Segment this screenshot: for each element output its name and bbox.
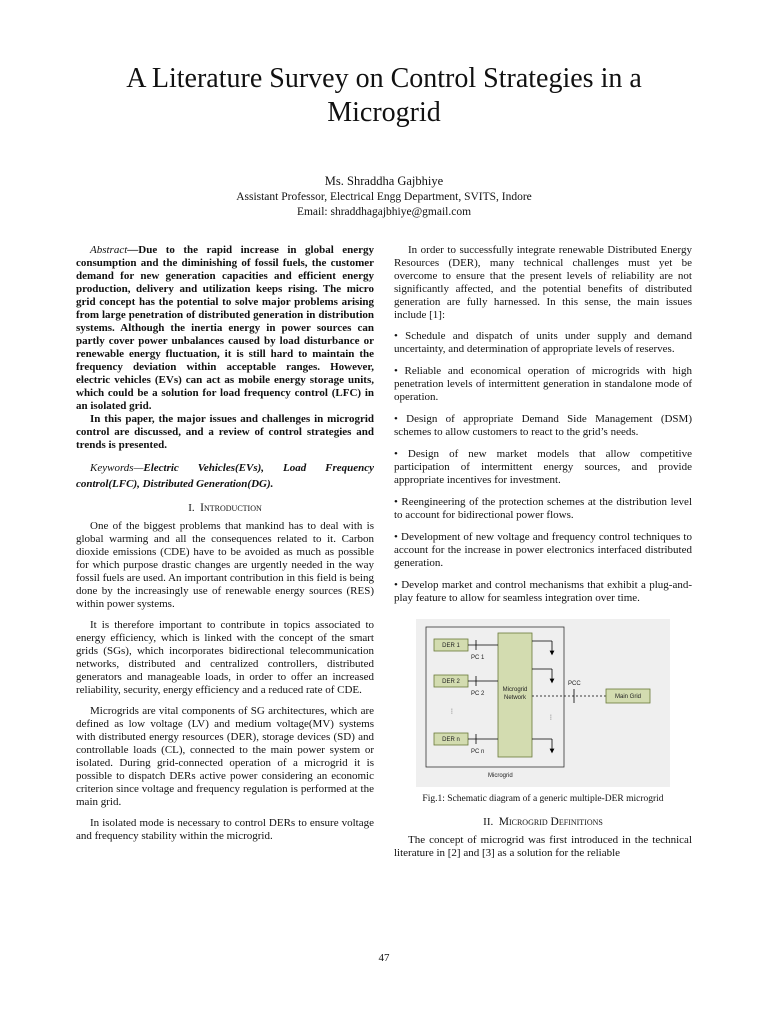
author-name: Ms. Shraddha Gajbhiye [324,174,444,188]
left-column [76,244,374,851]
load-ellipsis: ⋮ [548,715,554,721]
issue-bullet: • Design of appropriate Demand Side Management (DSM) schemes to allow customers to react to the grid’s needs. [394,413,692,438]
intro-paragraph-1: One of the biggest problems that mankind has to deal with is global warming and all the consequences related to it. Carbon dioxide emissions (CDE) have to be avoided as much as possible for which purpose drastic changes are urgently needed in the way fossil fuels are used. An important contribution in this field is being done by the increasingly use of renewable energy sources (RES) within power systems. [76,520,374,610]
microgrid-schematic-diagram [416,619,670,787]
pcc-label: PCC [568,681,581,687]
intro-paragraph-3: Microgrids are vital components of SG architectures, which are defined as low voltage (LV) and medium voltage(MV) systems with distributed energy resources (DER), storage devices (SD) and controllable loads (CL), connected to the main power system or isolated. During grid-connected operation of a microgrid it is possible to dispatch DERs active power considering an economic criterion since voltage and frequency regulation is performed at the main grid. [76,705,374,808]
pc-1-label: PC 1 [471,655,485,661]
intro-paragraph-4: In isolated mode is necessary to control DERs to ensure voltage and frequency stability within the microgrid. [76,817,374,842]
abstract-text: —Due to the rapid increase in global energy consumption and the diminishing of fossil fuels, the customer demand for new generation capacities and efficient energy production, delivery and utilization keeps rising. The micro grid concept has the potential to solve major problems arising from large penetration of distributed generation in distribution systems. Although the inertia energy in power sources can partly cover power unbalances caused by load disturbance or renewable energy fluctuation, it is still hard to maintain the frequency deviation within acceptable ranges. However, electric vehicles (EVs) can act as mobile energy storage units, which could be a solution for load frequency control (LFC) in an isolated grid. [76,244,374,412]
issue-bullet: • Develop market and control mechanisms that exhibit a plug-and-play feature to allow for seamless integration over time. [394,579,692,604]
abstract [76,244,374,413]
section-number: II. [483,816,494,828]
figure-caption: Fig.1: Schematic diagram of a generic multiple-DER microgrid [422,794,664,804]
keywords-text: Electric Vehicles(EVs), Load Frequency control(LFC), Distributed Generation(DG). [76,462,374,490]
author-affiliation: Assistant Professor, Electrical Engg Department, SVITS, Indore [236,191,532,203]
abstract-lead: Abstract [90,244,128,256]
issue-bullet: • Schedule and dispatch of units under supply and demand uncertainty, and determination of appropriate levels of reserves. [394,330,692,355]
section-heading-introduction [76,502,374,515]
network-label: Microgrid [502,687,528,693]
microgrid-schematic-figure [416,619,670,787]
der-2-label: DER 2 [442,679,460,685]
definitions-paragraph: The concept of microgrid was first introduced in the technical literature in [2] and [3] as a solution for the reliable [394,834,692,859]
author-email: Email: shraddhagajbhiye@gmail.com [296,206,472,218]
der-n-label: DER n [442,737,460,743]
section-heading-microgrid-definitions [394,816,692,829]
page-number: 47 [378,952,390,964]
pc-n-label: PC n [471,749,485,755]
right-column [394,244,692,868]
issue-bullet: • Design of new market models that allow competitive participation of intermittent energy sources, and provide appropriate incentives for investment. [394,448,692,486]
keywords [76,460,374,492]
der-1-label: DER 1 [442,643,460,649]
section-title: Microgrid Definitions [498,816,603,828]
der-ellipsis: ⋮ [449,709,455,715]
network-label: Network [503,695,527,701]
section-title: Introduction [200,502,262,514]
issue-bullet: • Development of new voltage and frequency control techniques to account for the increase in power electronics interfaced distributed generation. [394,531,692,569]
abstract-paragraph-2: In this paper, the major issues and challenges in microgrid control are discussed, and a review of control strategies and trends is presented. [76,413,374,451]
issue-bullet: • Reliable and economical operation of microgrids with high penetration levels of intermittent generation in standalone mode of operation. [394,365,692,403]
der-issues-intro: In order to successfully integrate renewable Distributed Energy Resources (DER), many technical challenges must yet be overcome to ensure that the present levels of reliability are not significantly affected, and the potential benefits of distributed generation are fully harnessed. In this sense, the main issues include [1]: [394,244,692,321]
microgrid-label: Microgrid [488,773,513,779]
keywords-lead: Keywords— [90,462,144,474]
paper-title: A Literature Survey on Control Strategies in a Microgrid [126,63,642,128]
issue-bullet: • Reengineering of the protection schemes at the distribution level to account for bidirectional power flows. [394,496,692,521]
main-grid-label: Main Grid [614,694,642,700]
section-number: I. [188,502,195,514]
intro-paragraph-2: It is therefore important to contribute in topics associated to energy efficiency, which is linked with the concept of the smart grids (SGs), which incorporates bidirectional telecommunication networks, distributed and centralized controllers, distributed generators and manageable loads, in order to offer an increased reliability, security, energy efficiency and a reduced rate of CDE. [76,619,374,696]
pc-2-label: PC 2 [471,691,485,697]
